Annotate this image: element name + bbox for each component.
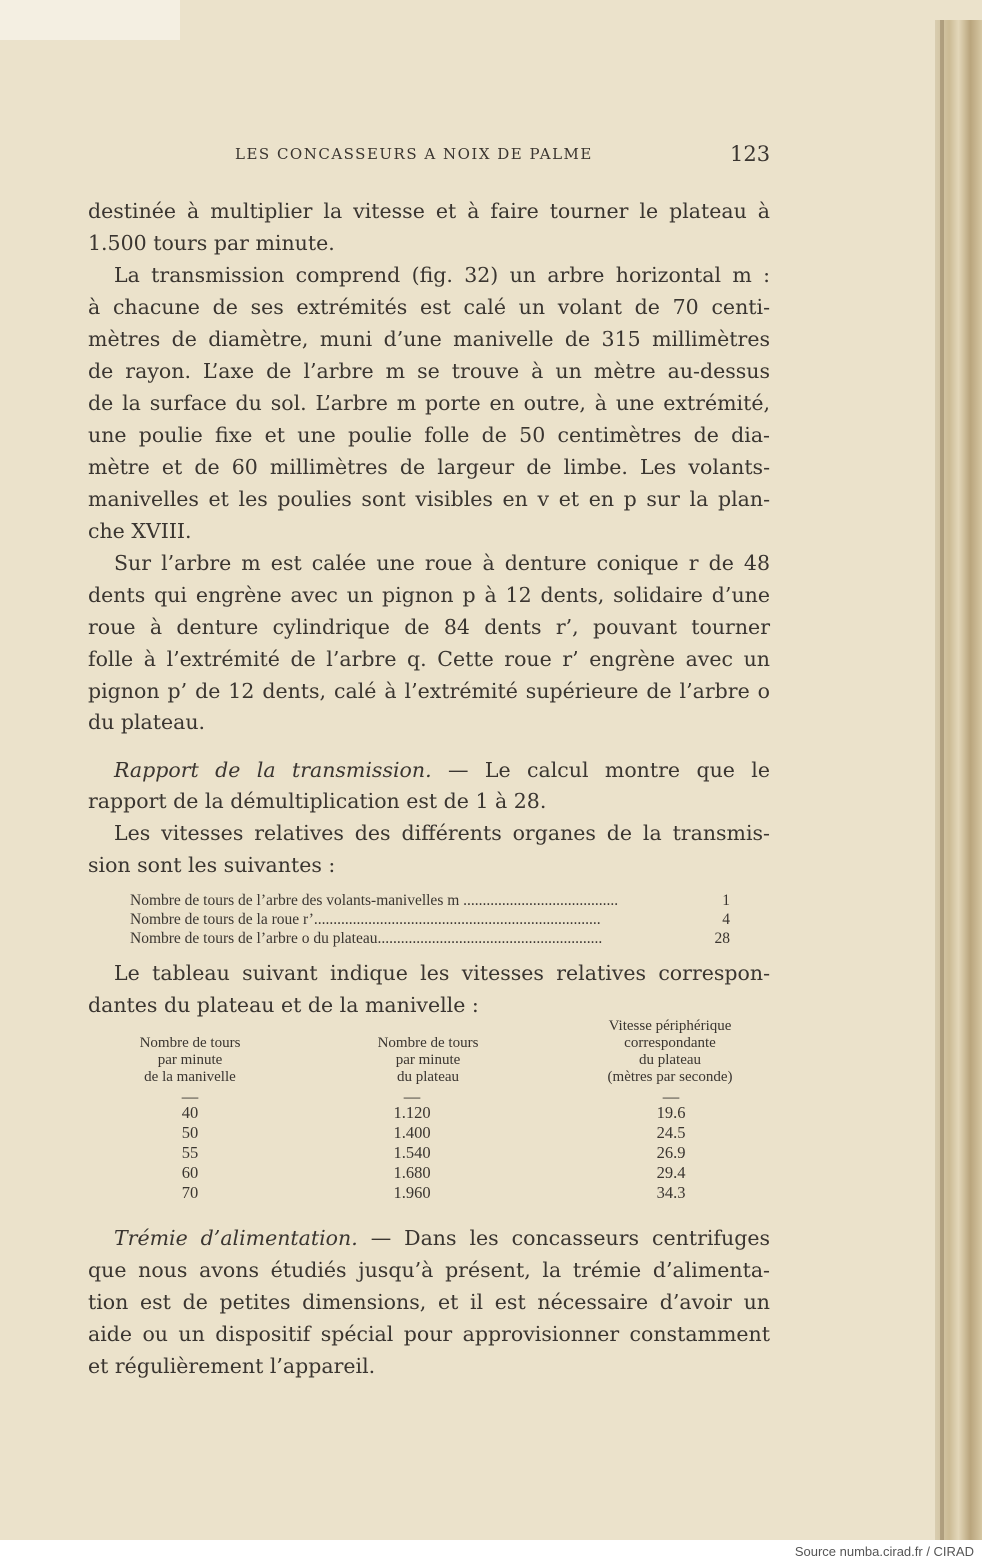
- table-cell: 34.3: [656, 1183, 686, 1202]
- table-header: Vitesse périphérique correspondante du plateau (mètres par seconde): [607, 1018, 733, 1085]
- table-cell: 50: [181, 1123, 199, 1142]
- text-line: [88, 1223, 770, 1253]
- header-dash: —: [181, 1087, 199, 1106]
- table-cell: 1.960: [393, 1183, 431, 1202]
- page-top-edge: [0, 0, 180, 40]
- text-span: — Dans les concasseurs centrifuges: [357, 1226, 770, 1250]
- page-fold: [940, 20, 944, 1540]
- text-line: rapport de la démultiplication est de 1 à 28.: [88, 789, 547, 813]
- table-cell: 55: [181, 1143, 199, 1162]
- text-line: che XVIII.: [88, 519, 192, 543]
- text-line: Le tableau suivant indique les vitesses relatives correspon-: [114, 961, 770, 985]
- text-line: 1.500 tours par minute.: [88, 231, 335, 255]
- source-credit: Source numba.cirad.fr / CIRAD: [794, 1544, 974, 1559]
- ratio-label: Nombre de tours de la roue r’..........................................................................: [130, 911, 601, 928]
- table-cell: 60: [181, 1163, 199, 1182]
- table-cell: 1.680: [393, 1163, 431, 1182]
- text-line: roue à denture cylindrique de 84 dents r’, pouvant tourner: [88, 615, 770, 639]
- section-title-tremie: Trémie d’alimentation.: [114, 1226, 358, 1250]
- ratio-label: Nombre de tours de l’arbre des volants-manivelles m ........................................: [130, 892, 619, 909]
- ratio-value: 4: [722, 911, 730, 928]
- running-title: LES CONCASSEURS A NOIX DE PALME: [235, 145, 593, 163]
- text-line: destinée à multiplier la vitesse et à faire tourner le plateau à: [88, 199, 770, 223]
- text-line: [88, 755, 770, 785]
- ratio-row: [130, 910, 730, 929]
- text-line: manivelles et les poulies sont visibles en v et en p sur la plan-: [88, 487, 770, 511]
- table-cell: 19.6: [656, 1103, 686, 1122]
- text-span: — Le calcul montre que le: [431, 758, 770, 782]
- header-dash: —: [403, 1087, 421, 1106]
- table-cell: 40: [181, 1103, 199, 1122]
- header-dash: —: [662, 1087, 680, 1106]
- table-header: Nombre de tours par minute de la manivelle: [139, 1035, 241, 1085]
- ratio-value: 28: [714, 930, 730, 947]
- table-cell: 1.540: [393, 1143, 431, 1162]
- page-number: 123: [730, 142, 771, 166]
- ratio-row: [130, 929, 730, 948]
- text-line: à chacune de ses extrémités est calé un volant de 70 centi-: [88, 295, 770, 319]
- text-line: mètres de diamètre, muni d’une manivelle de 315 millimètres: [88, 327, 770, 351]
- table-cell: 1.120: [393, 1103, 431, 1122]
- text-line: tion est de petites dimensions, et il est nécessaire d’avoir un: [88, 1290, 770, 1314]
- text-line: une poulie fixe et une poulie folle de 50 centimètres de dia-: [88, 423, 770, 447]
- table-cell: 1.400: [393, 1123, 431, 1142]
- text-line: du plateau.: [88, 710, 206, 734]
- table-cell: 70: [181, 1183, 199, 1202]
- section-title-rapport: Rapport de la transmission.: [114, 758, 432, 782]
- ratio-row: [130, 891, 730, 910]
- text-line: et régulièrement l’appareil.: [88, 1354, 376, 1378]
- table-cell: 26.9: [656, 1143, 686, 1162]
- ratio-value: 1: [722, 892, 730, 909]
- table-header: Nombre de tours par minute du plateau: [377, 1035, 479, 1085]
- table-cell: 24.5: [656, 1123, 686, 1142]
- text-line: de la surface du sol. L’arbre m porte en outre, à une extrémité,: [88, 391, 770, 415]
- text-line: dents qui engrène avec un pignon p à 12 dents, solidaire d’une: [88, 583, 770, 607]
- text-line: folle à l’extrémité de l’arbre q. Cette roue r’ engrène avec un: [88, 647, 770, 671]
- text-line: aide ou un dispositif spécial pour approvisionner constamment: [88, 1322, 770, 1346]
- text-line: dantes du plateau et de la manivelle :: [88, 993, 479, 1017]
- text-line: de rayon. L’axe de l’arbre m se trouve à un mètre au-dessus: [88, 359, 770, 383]
- text-line: mètre et de 60 millimètres de largeur de limbe. Les volants-: [88, 455, 770, 479]
- ratio-label: Nombre de tours de l’arbre o du plateau..........................................................: [130, 930, 603, 947]
- text-line: Les vitesses relatives des différents organes de la transmis-: [114, 821, 770, 845]
- text-line: que nous avons étudiés jusqu’à présent, la trémie d’alimenta-: [88, 1258, 770, 1282]
- text-line: pignon p’ de 12 dents, calé à l’extrémité supérieure de l’arbre o: [88, 679, 770, 703]
- text-line: sion sont les suivantes :: [88, 853, 336, 877]
- table-cell: 29.4: [656, 1163, 686, 1182]
- text-line: Sur l’arbre m est calée une roue à denture conique r de 48: [114, 551, 770, 575]
- text-line: La transmission comprend (fig. 32) un arbre horizontal m :: [114, 263, 770, 287]
